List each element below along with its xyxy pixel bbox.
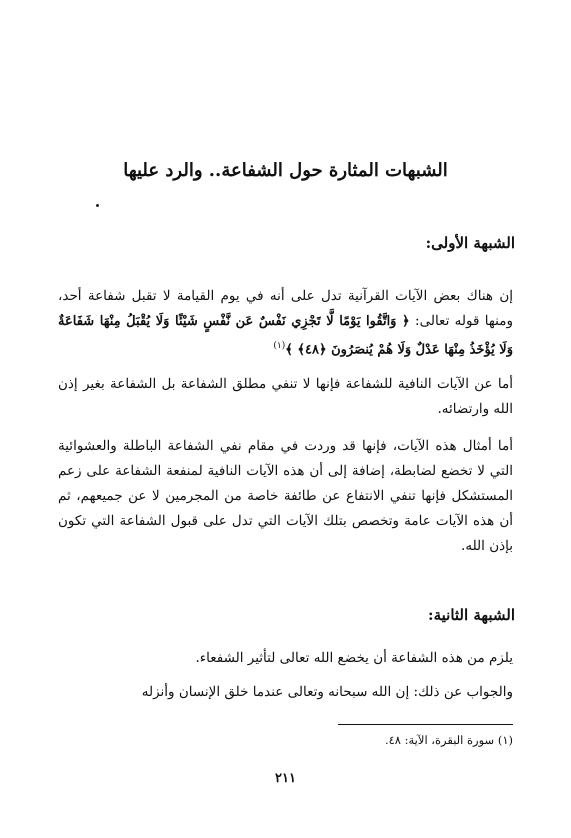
paragraph-answer-2: أما أمثال هذه الآيات، فإنها قد وردت في مقام نفي الشفاعة الباطلة والعشوائية التي لا تخضع لضابطة، إضافة إلى أن هذه الآيات النافية لمنفعة الشفاعة على زعم المستشكل فإنها تنفي الانتفاع عن طائفة خاصة من المجرمين لا عن جميعهم، ثم أن هذه الآيات عامة وتخصص بتلك الآيات التي تدل على قبول الشفاعة التي تكون بإذن الله.: [58, 438, 513, 554]
footnote-reference: (١): [273, 341, 286, 351]
page-title: الشبهات المثارة حول الشفاعة.. والرد عليها: [123, 160, 448, 181]
section-heading-first-doubt: الشبهة الأولى:: [425, 234, 515, 252]
ink-speck: [96, 204, 99, 207]
paragraph-second-doubt: يلزم من هذه الشفاعة أن يخضع الله تعالى لتأثير الشفعاء.: [195, 650, 513, 666]
footnote-divider: [338, 724, 513, 725]
paragraph-text: إن هناك بعض الآيات القرآنية تدل على أنه في يوم القيامة لا تقبل شفاعة أحد، ومنها قوله تعالى:: [58, 288, 513, 329]
footnote: (١) سورة البقرة، الآية: ٤٨.: [384, 733, 513, 747]
paragraph-first-doubt: [58, 284, 513, 363]
quran-verse: ﴿ وَاتَّقُوا يَوْمًا لَّا تَجْزِي نَفْسٌ عَن نَّفْسٍ شَيْئًا وَلَا يُقْبَلُ مِنْهَا شَفَاعَةٌ وَلَا يُؤْخَذُ مِنْهَا عَدْلٌ وَلَا هُمْ يُنصَرُونَ ﴿٤٨﴾ ﴾: [58, 314, 513, 358]
paragraph-answer-second: والجواب عن ذلك: إن الله سبحانه وتعالى عندما خلق الإنسان وأنزله: [141, 684, 513, 700]
page-number: ٢١١: [275, 771, 296, 786]
paragraph-answer-1: أما عن الآيات النافية للشفاعة فإنها لا تنفي مطلق الشفاعة بل الشفاعة بغير إذن الله وارتضائه.: [58, 376, 513, 417]
section-heading-second-doubt: الشبهة الثانية:: [428, 606, 515, 624]
